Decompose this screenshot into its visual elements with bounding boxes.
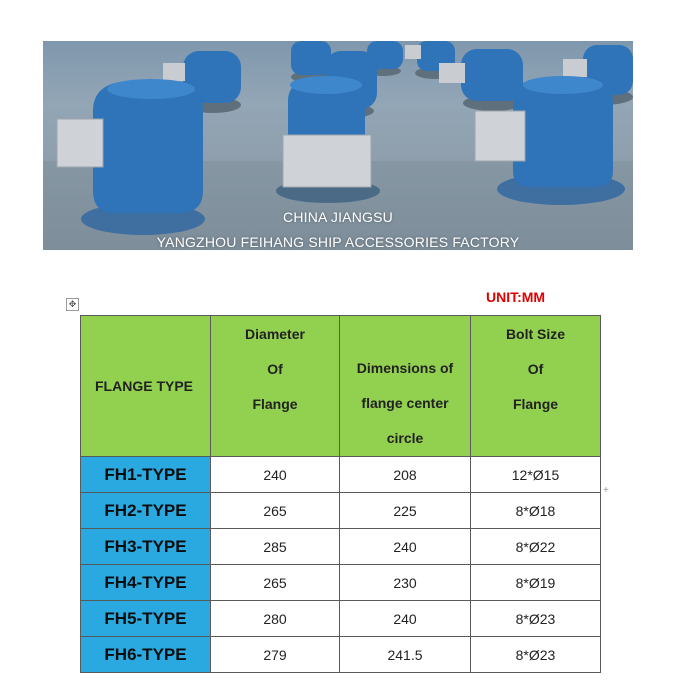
diameter-cell: 265 (211, 493, 340, 529)
table-row (81, 457, 601, 493)
center-circle-cell: 230 (340, 565, 471, 601)
diameter-cell: 265 (211, 565, 340, 601)
diameter-cell: 285 (211, 529, 340, 565)
center-circle-cell: 240 (340, 601, 471, 637)
type-cell: FH6-TYPE (81, 637, 211, 673)
type-cell: FH2-TYPE (81, 493, 211, 529)
bolt-cell: 12*Ø15 (471, 457, 601, 493)
table-row (81, 565, 601, 601)
type-cell: FH4-TYPE (81, 565, 211, 601)
cell-edge-marker-icon: + (603, 485, 609, 496)
table-header-row (81, 316, 601, 457)
type-cell: FH3-TYPE (81, 529, 211, 565)
table-row (81, 529, 601, 565)
diameter-cell: 240 (211, 457, 340, 493)
flange-spec-table (80, 315, 601, 673)
diameter-cell: 280 (211, 601, 340, 637)
diameter-cell: 279 (211, 637, 340, 673)
table-row (81, 637, 601, 673)
header-bolt-size: Bolt Size Of Flange (471, 316, 601, 457)
bolt-cell: 8*Ø22 (471, 529, 601, 565)
bolt-cell: 8*Ø23 (471, 637, 601, 673)
center-circle-cell: 208 (340, 457, 471, 493)
table-row (81, 493, 601, 529)
bolt-cell: 8*Ø18 (471, 493, 601, 529)
bolt-cell: 8*Ø19 (471, 565, 601, 601)
move-anchor-icon[interactable]: ✥ (66, 298, 79, 311)
banner-caption-location: CHINA JIANGSU (283, 209, 393, 225)
table-row (81, 601, 601, 637)
bolt-cell: 8*Ø23 (471, 601, 601, 637)
type-cell: FH5-TYPE (81, 601, 211, 637)
banner-caption-company: YANGZHOU FEIHANG SHIP ACCESSORIES FACTORY (156, 234, 520, 250)
center-circle-cell: 241.5 (340, 637, 471, 673)
header-flange-type: FLANGE TYPE (81, 316, 211, 457)
product-photo-banner (43, 41, 633, 250)
header-center-circle: Dimensions of flange center circle (340, 316, 471, 457)
type-cell: FH1-TYPE (81, 457, 211, 493)
center-circle-cell: 240 (340, 529, 471, 565)
unit-label: UNIT:MM (486, 289, 546, 305)
center-circle-cell: 225 (340, 493, 471, 529)
header-diameter: Diameter Of Flange (211, 316, 340, 457)
